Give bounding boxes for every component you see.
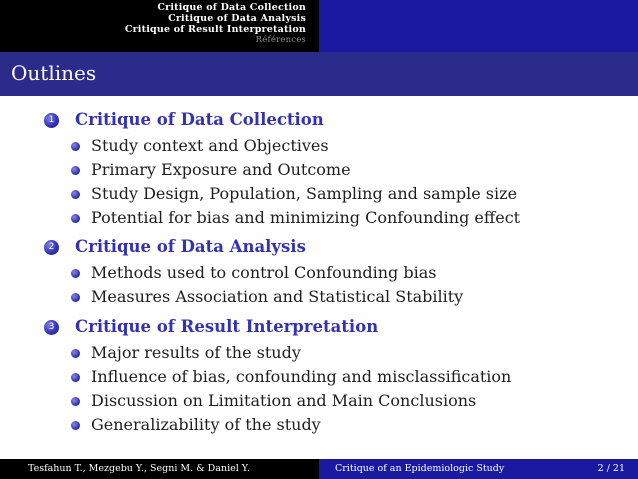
list-item-text[interactable]: Influence of bias, confounding and misclassification <box>91 367 512 386</box>
footer-left-panel <box>0 459 319 479</box>
bullet-icon <box>71 214 80 223</box>
bullet-icon <box>71 349 80 358</box>
section-number-ball: 2 <box>44 240 59 255</box>
list-item-text[interactable]: Study Design, Population, Sampling and sample size <box>91 184 518 203</box>
frame-title: Outlines <box>11 61 97 85</box>
section-title[interactable]: Critique of Data Analysis <box>75 237 306 256</box>
nav-link-data-collection[interactable]: Critique of Data Collection <box>157 2 306 13</box>
list-item-text[interactable]: Potential for bias and minimizing Confounding effect <box>91 208 521 227</box>
bullet-icon <box>71 373 80 382</box>
list-item-text[interactable]: Generalizability of the study <box>91 415 321 434</box>
bullet-icon <box>71 421 80 430</box>
section-number-ball: 1 <box>44 113 59 128</box>
footer-presentation-title: Critique of an Epidemiologic Study <box>335 463 505 474</box>
bullet-icon <box>71 293 80 302</box>
list-item-text[interactable]: Measures Association and Statistical Stability <box>91 287 464 306</box>
footer-bar <box>0 459 638 479</box>
list-item-text[interactable]: Discussion on Limitation and Main Conclusions <box>91 391 477 410</box>
bullet-icon <box>71 142 80 151</box>
bullet-icon <box>71 397 80 406</box>
bullet-icon <box>71 190 80 199</box>
section-number-ball: 3 <box>44 320 59 335</box>
list-item-text[interactable]: Major results of the study <box>91 343 301 362</box>
footer-right-panel <box>319 459 638 479</box>
nav-link-references[interactable]: Références <box>255 35 306 45</box>
nav-link-result-interpretation[interactable]: Critique of Result Interpretation <box>124 24 306 35</box>
section-title[interactable]: Critique of Data Collection <box>75 110 324 129</box>
list-item-text[interactable]: Study context and Objectives <box>91 136 329 155</box>
nav-link-data-analysis[interactable]: Critique of Data Analysis <box>168 13 306 24</box>
footer-page-number: 2 / 21 <box>597 463 625 474</box>
footer-authors: Tesfahun T., Mezgebu Y., Segni M. & Daniel Y. <box>28 463 250 474</box>
bullet-icon <box>71 269 80 278</box>
section-title[interactable]: Critique of Result Interpretation <box>75 317 379 336</box>
list-item-text[interactable]: Primary Exposure and Outcome <box>91 160 351 179</box>
list-item-text[interactable]: Methods used to control Confounding bias <box>91 263 437 282</box>
bullet-icon <box>71 166 80 175</box>
